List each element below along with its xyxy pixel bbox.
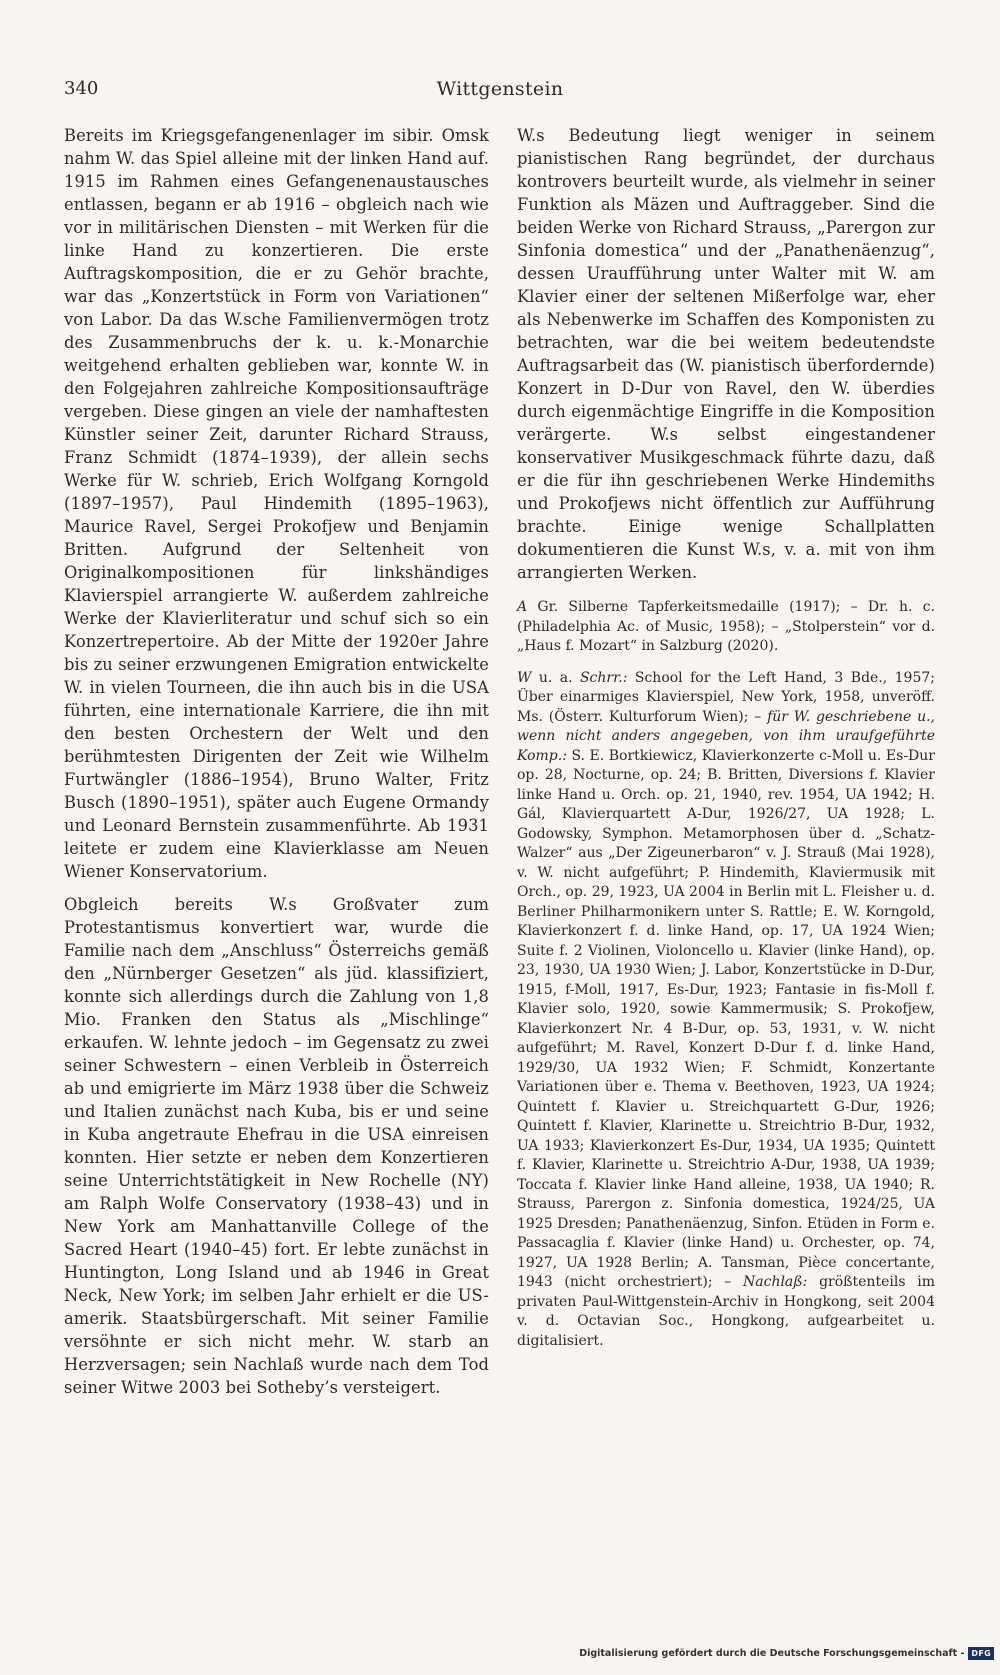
works-nachlass-label: Nachlaß:	[743, 1274, 808, 1290]
left-column	[64, 124, 489, 1399]
page-header	[64, 78, 936, 106]
works-compositions-text: S. E. Bortkiewicz, Klavierkonzerte c-Moll u. Es-Dur op. 28, Nocturne, op. 24; B. Britten, Diversions f. Klavier linke Hand u. Orch. op. 21, 1940, rev. 1954, UA 1942; H. Gál, Klavierquartett A-Dur, 1926/27, UA 1928; L. Godowsky, Symphon. Metamorphosen über d. „Schatz-Walzer“ aus „Der Zigeunerbaron“ v. J. Strauß (Mai 1928), v. W. nicht aufgeführt; P. Hindemith, Klaviermusik mit Orch., op. 29, 1923, UA 2004 in Berlin mit L. Fleisher u. d. Berliner Philharmonikern unter S. Rattle; E. W. Korngold, Klavierkonzert f. d. linke Hand, op. 17, UA 1924 Wien; Suite f. 2 Violinen, Violoncello u. Klavier (linke Hand), op. 23, 1930, UA 1930 Wien; J. Labor, Konzertstücke in D-Dur, 1915, f-Moll, 1917, Es-Dur, 1923; Fantasie in fis-Moll f. Klavier solo, 1920, sowie Kammermusik; S. Prokofjew, Klavierkonzert Nr. 4 B-Dur, op. 53, 1931, v. W. nicht aufgeführt; M. Ravel, Konzert D-Dur f. d. linke Hand, 1929/30, UA 1932 Wien; F. Schmidt, Konzertante Variationen über e. Thema v. Beethoven, 1923, UA 1924; Quintett f. Klavier u. Streichquartett G-Dur, 1926; Quintett f. Klavier, Klarinette u. Streichtrio B-Dur, 1932, UA 1933; Klavierkonzert Es-Dur, 1934, UA 1935; Quintett f. Klavier, Klarinette u. Streichtrio A-Dur, 1938, UA 1939; Toccata f. Klavier linke Hand alleine, 1938, UA 1940; R. Strauss, Parergon z. Sinfonia domestica, 1924/25, UA 1925 Dresden; Panathenäenzug, Sinfon. Etüden in Form e. Passacaglia f. Klavier (linke Hand) u. Orchester, op. 74, 1927, UA 1928 Berlin; A. Tansman, Pièce concertante, 1943 (nicht orchestriert); –	[517, 747, 935, 1290]
works-entry	[517, 669, 935, 1352]
works-nachlass-text: größtenteils im privaten Paul-Wittgenstein-Archiv in Hongkong, seit 2004 v. d. Octavian Soc., Hongkong, aufgearbeitet u. digitalisiert.	[517, 1274, 935, 1349]
honors-text: Gr. Silberne Tapferkeitsmedaille (1917); – Dr. h. c. (Philadelphia Ac. of Music, 1958); – „Stolperstein“ vor d. „Haus f. Mozart“ in Salzburg (2020).	[517, 599, 935, 654]
funding-notice: Digitalisierung gefördert durch die Deutsche Forschungsgemeinschaft -	[579, 1647, 965, 1659]
left-paragraph-1: Bereits im Kriegsgefangenenlager im sibir. Omsk nahm W. das Spiel alleine mit der linken Hand auf. 1915 im Rahmen eines Gefangenenaustausches entlassen, begann er ab 1916 – obgleich nach wie vor in militärischen Diensten – mit Werken für die linke Hand zu konzertieren. Die erste Auftragskomposition, die er zu Gehör brachte, war das „Konzertstück in Form von Variationen“ von Labor. Da das W.sche Familienvermögen trotz des Zusammenbruchs der k. u. k.-Monarchie weitgehend erhalten geblieben war, konnte W. in den Folgejahren zahlreiche Kompositionsaufträge vergeben. Diese gingen an viele der namhaftesten Künstler seiner Zeit, darunter Richard Strauss, Franz Schmidt (1874–1939), der allein sechs Werke für W. schrieb, Erich Wolfgang Korngold (1897–1957), Paul Hindemith (1895–1963), Maurice Ravel, Sergei Prokofjew und Benjamin Britten. Aufgrund der Seltenheit von Originalkompositionen für linkshändiges Klavierspiel arrangierte W. außerdem zahlreiche Werke der Klavierliteratur und schuf sich so ein Konzertrepertoire. Ab der Mitte der 1920er Jahre bis zu seiner erzwungenen Emigration entwickelte W. in vielen Tourneen, die ihn auch bis in die USA führten, eine internationale Karriere, die ihn mit den besten Orchestern der Welt und den berühmtesten Dirigenten der Zeit wie Wilhelm Furtwängler (1886–1954), Bruno Walter, Fritz Busch (1890–1951), später auch Eugene Ormandy und Leonard Bernstein zusammenführte. Ab 1931 leitete er zudem eine Klavierklasse am Neuen Wiener Konservatorium.	[64, 126, 489, 881]
works-compositions-label: für W. geschriebene u., wenn nicht anders angegeben, von ihm uraufgeführte Komp.:	[517, 708, 936, 764]
works-intro: u. a.	[531, 669, 580, 686]
running-head: Wittgenstein	[436, 78, 564, 100]
left-paragraph-2: Obgleich bereits W.s Großvater zum Protestantismus konvertiert war, wurde die Familie nach dem „Anschluss“ Österreichs gemäß den „Nürnberger Gesetzen“ als jüd. klassifiziert, konnte sich allerdings durch die Zahlung von 1,8 Mio. Franken den Status als „Mischlinge“ erkaufen. W. lehnte jedoch – im Gegensatz zu zwei seiner Schwestern – einen Verbleib in Österreich ab und emigrierte im März 1938 über die Schweiz und Italien zunächst nach Kuba, bis er und seine in Kuba angetraute Ehefrau in die USA einreisen konnten. Hier setzte er neben dem Konzertieren seine Unterrichtstätigkeit in New Rochelle (NY) am Ralph Wolfe Conservatory (1938–43) und in New York am Manhattanville College of the Sacred Heart (1940–45) fort. Er lebte zunächst in Huntington, Long Island und ab 1946 in Great Neck, New York; im selben Jahr erhielt er die US-amerik. Staatsbürgerschaft. Mit seiner Familie versöhnte er sich nicht mehr. W. starb an Herzversagen; sein Nachlaß wurde nach dem Tod seiner Witwe 2003 bei Sotheby’s versteigert.	[64, 895, 489, 1397]
digitization-footer	[579, 1645, 994, 1661]
right-paragraph-1: W.s Bedeutung liegt weniger in seinem pianistischen Rang begründet, der durchaus kontrovers beurteilt wurde, als vielmehr in seiner Funktion als Mäzen und Auftraggeber. Sind die beiden Werke von Richard Strauss, „Parergon zur Sinfonia domestica“ und der „Panathenäenzug“, dessen Uraufführung unter Walter mit W. am Klavier einer der seltenen Mißerfolge war, eher als Nebenwerke im Schaffen des Komponisten zu betrachten, war die bei weitem bedeutendste Auftragsarbeit das (W. pianistisch überfordernde) Konzert in D-Dur von Ravel, den W. überdies durch eigenmächtige Eingriffe in die Komposition verärgerte. W.s selbst eingestandener konservativer Musikgeschmack führte dazu, daß er die für ihn geschriebenen Werke Hindemiths und Prokofjews nicht öffentlich zur Aufführung brachte. Einige wenige Schallplatten dokumentieren die Kunst W.s, v. a. mit von ihm arrangierten Werken.	[517, 126, 935, 582]
honors-label: A	[517, 599, 528, 615]
honors-entry	[517, 598, 935, 657]
works-writings-label: Schrr.:	[579, 669, 628, 686]
dfg-logo: DFG	[968, 1647, 994, 1660]
right-column	[517, 124, 935, 1351]
works-writings-text: School for the Left Hand, 3 Bde., 1957; Über einarmiges Klavierspiel, New York, 1958, unveröff. Ms. (Österr. Kulturforum Wien); –	[517, 669, 935, 725]
works-label: W	[517, 669, 532, 686]
page-number: 340	[64, 78, 99, 99]
